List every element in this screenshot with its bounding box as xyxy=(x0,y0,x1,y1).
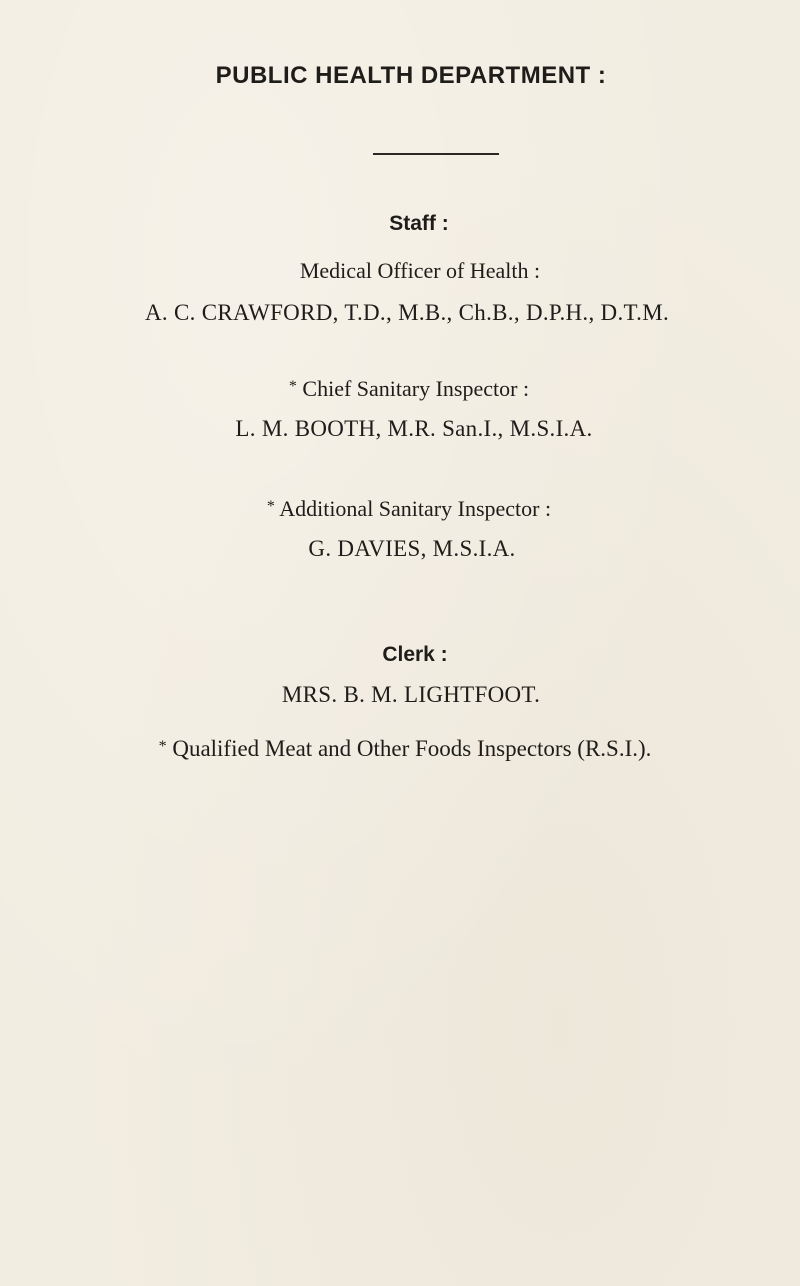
clerk-name: MRS. B. M. LIGHTFOOT. xyxy=(281,682,541,707)
medical-officer-name: A. C. CRAWFORD, T.D., M.B., Ch.B., D.P.H., D.T.M. xyxy=(144,300,670,325)
additional-inspector-marker: * xyxy=(266,498,275,515)
chief-inspector-line xyxy=(0,376,800,402)
additional-inspector-line xyxy=(0,496,800,522)
title-divider xyxy=(373,153,499,155)
chief-inspector-name: L. M. BOOTH, M.R. San.I., M.S.I.A. xyxy=(235,416,593,441)
medical-officer-label: Medical Officer of Health : xyxy=(299,258,541,283)
footnote-text: Qualified Meat and Other Foods Inspectors (R.S.I.). xyxy=(172,736,652,761)
footnote-marker: * xyxy=(158,738,167,755)
additional-inspector-label: Additional Sanitary Inspector : xyxy=(279,496,552,521)
chief-inspector-label: Chief Sanitary Inspector : xyxy=(302,376,530,401)
chief-inspector-marker: * xyxy=(288,378,297,395)
staff-heading: Staff : xyxy=(389,212,449,235)
clerk-label: Clerk : xyxy=(382,643,448,666)
page-title: PUBLIC HEALTH DEPARTMENT : xyxy=(215,62,607,89)
additional-inspector-name: G. DAVIES, M.S.I.A. xyxy=(308,536,516,561)
footnote xyxy=(0,736,800,762)
